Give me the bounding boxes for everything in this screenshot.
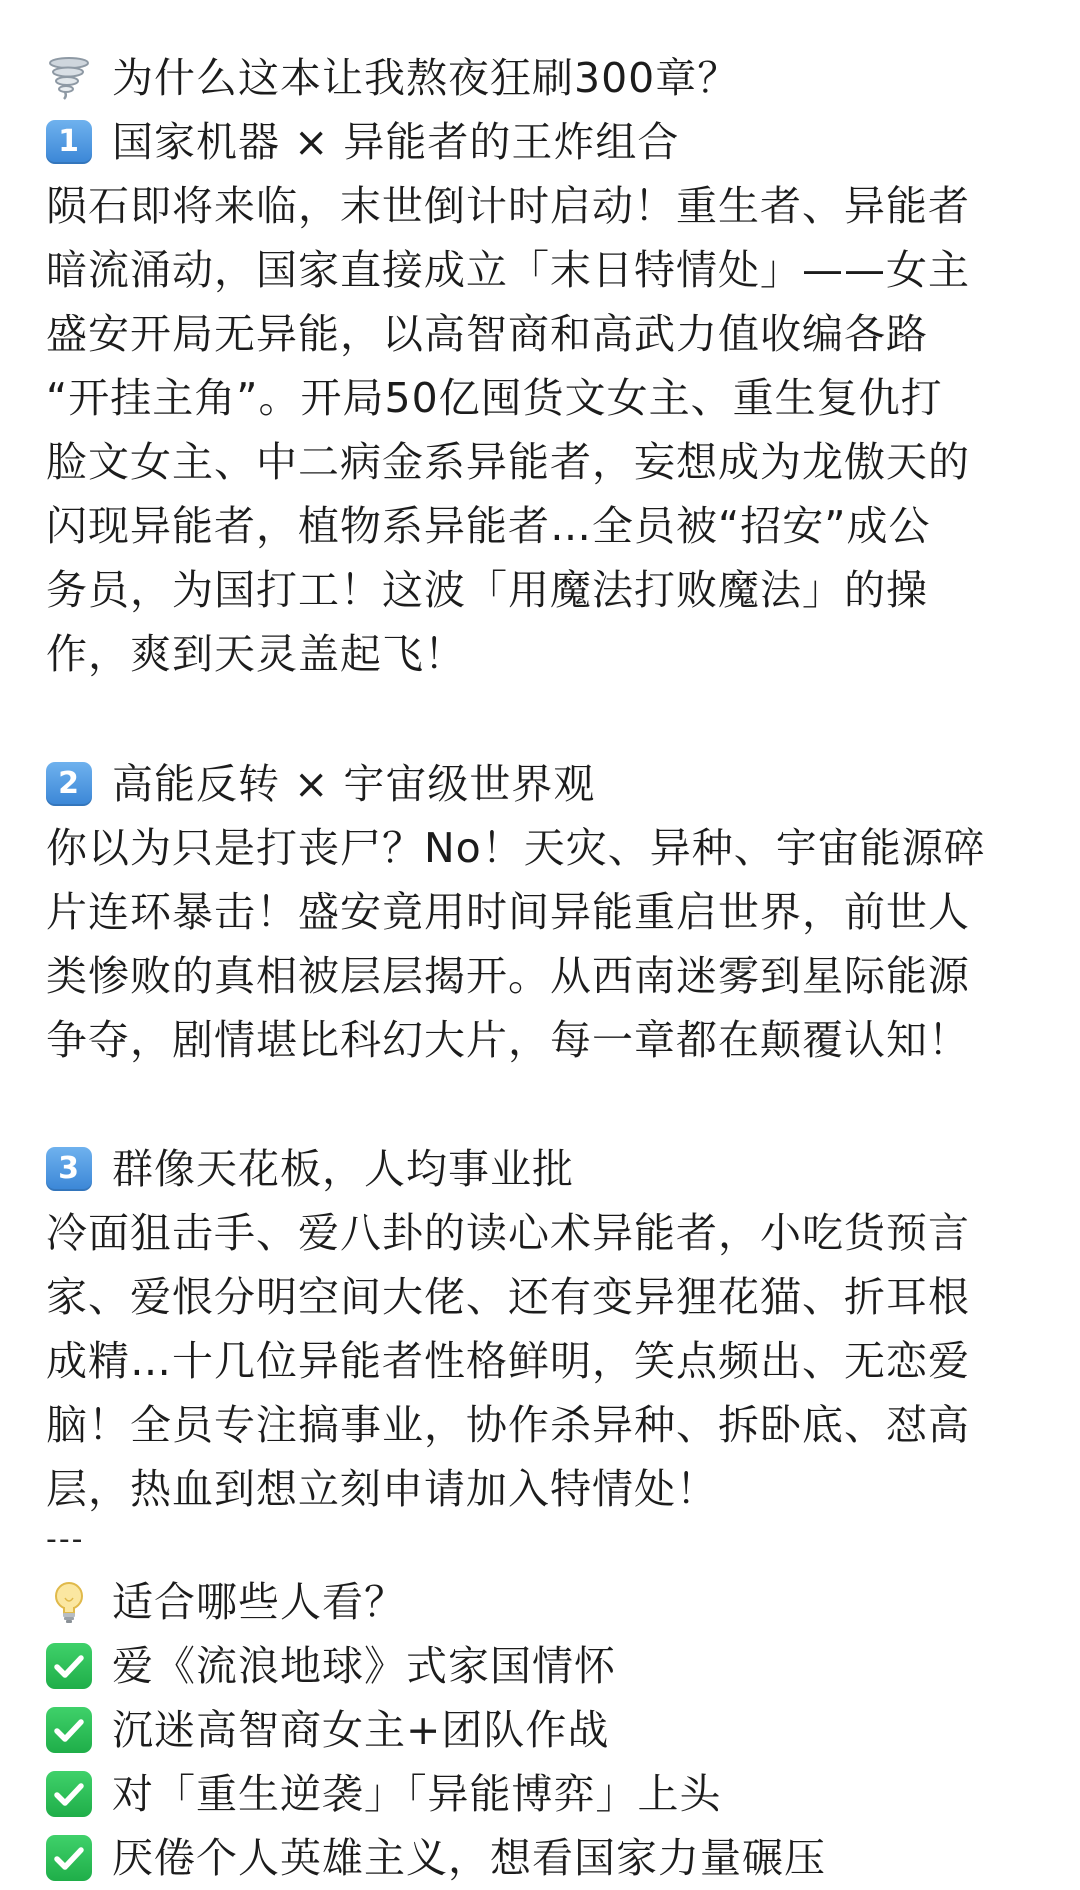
audience-item <box>46 1762 1066 1826</box>
number-one-icon: 1 <box>46 120 92 164</box>
audience-item <box>46 1698 1066 1762</box>
paragraph-line: 你以为只是打丧尸？No！天灾、异种、宇宙能源碎 <box>46 824 986 872</box>
paragraph-line: 成精…十几位异能者性格鲜明，笑点频出、无恋爱 <box>46 1337 970 1385</box>
lightbulb-icon <box>46 1579 92 1625</box>
paragraph-line: 冷面狙击手、爱八卦的读心术异能者，小吃货预言 <box>46 1209 970 1257</box>
post-title-row <box>46 46 1066 110</box>
paragraph-line: 脑！全员专注搞事业，协作杀异种、拆卧底、怼高 <box>46 1401 970 1449</box>
paragraph-line: 暗流涌动，国家直接成立「末日特情处」——女主 <box>46 246 970 294</box>
number-three-icon: 3 <box>46 1147 92 1191</box>
audience-item-text: 爱《流浪地球》式家国情怀 <box>112 1642 616 1690</box>
paragraph-line: 家、爱恨分明空间大佬、还有变异狸花猫、折耳根 <box>46 1273 970 1321</box>
tornado-icon <box>46 55 92 101</box>
paragraph-line: 务员，为国打工！这波「用魔法打败魔法」的操 <box>46 566 928 614</box>
section-heading-1 <box>46 110 1066 174</box>
paragraph-line: 闪现异能者，植物系异能者…全员被“招安”成公 <box>46 502 931 550</box>
check-mark-icon <box>46 1771 92 1817</box>
section-heading-3 <box>46 1137 1066 1201</box>
audience-item <box>46 1634 1066 1698</box>
paragraph-line: 作，爽到天灵盖起飞！ <box>46 630 466 678</box>
section-heading-2 <box>46 752 1066 816</box>
paragraph-line: 层，热血到想立刻申请加入特情处！ <box>46 1465 718 1513</box>
check-mark-icon <box>46 1643 92 1689</box>
section-divider: --- <box>46 1522 85 1557</box>
audience-item-text: 对「重生逆袭」「异能博弈」上头 <box>112 1770 722 1818</box>
audience-item <box>46 1826 1066 1890</box>
check-mark-icon <box>46 1835 92 1881</box>
audience-item-text: 沉迷高智商女主+团队作战 <box>112 1706 610 1754</box>
section-heading-text: 国家机器 × 异能者的王炸组合 <box>112 118 680 166</box>
paragraph-line: 陨石即将来临，末世倒计时启动！重生者、异能者 <box>46 182 970 230</box>
paragraph-line: 片连环暴击！盛安竟用时间异能重启世界，前世人 <box>46 888 970 936</box>
audience-heading <box>46 1570 1066 1634</box>
audience-item-text: 厌倦个人英雄主义，想看国家力量碾压 <box>112 1834 826 1882</box>
paragraph-line: 类惨败的真相被层层揭开。从西南迷雾到星际能源 <box>46 952 970 1000</box>
number-two-icon: 2 <box>46 762 92 806</box>
section-heading-text: 群像天花板，人均事业批 <box>112 1145 574 1193</box>
paragraph-line: 争夺，剧情堪比科幻大片，每一章都在颠覆认知！ <box>46 1016 970 1064</box>
audience-title: 适合哪些人看？ <box>112 1578 406 1626</box>
section-heading-text: 高能反转 × 宇宙级世界观 <box>112 760 596 808</box>
paragraph-line: 脸文女主、中二病金系异能者，妄想成为龙傲天的 <box>46 438 970 486</box>
paragraph-line: “开挂主角”。开局50亿囤货文女主、重生复仇打 <box>46 374 943 422</box>
check-mark-icon <box>46 1707 92 1753</box>
paragraph-line: 盛安开局无异能，以高智商和高武力值收编各路 <box>46 310 928 358</box>
post-title: 为什么这本让我熬夜狂刷300章？ <box>112 54 740 102</box>
